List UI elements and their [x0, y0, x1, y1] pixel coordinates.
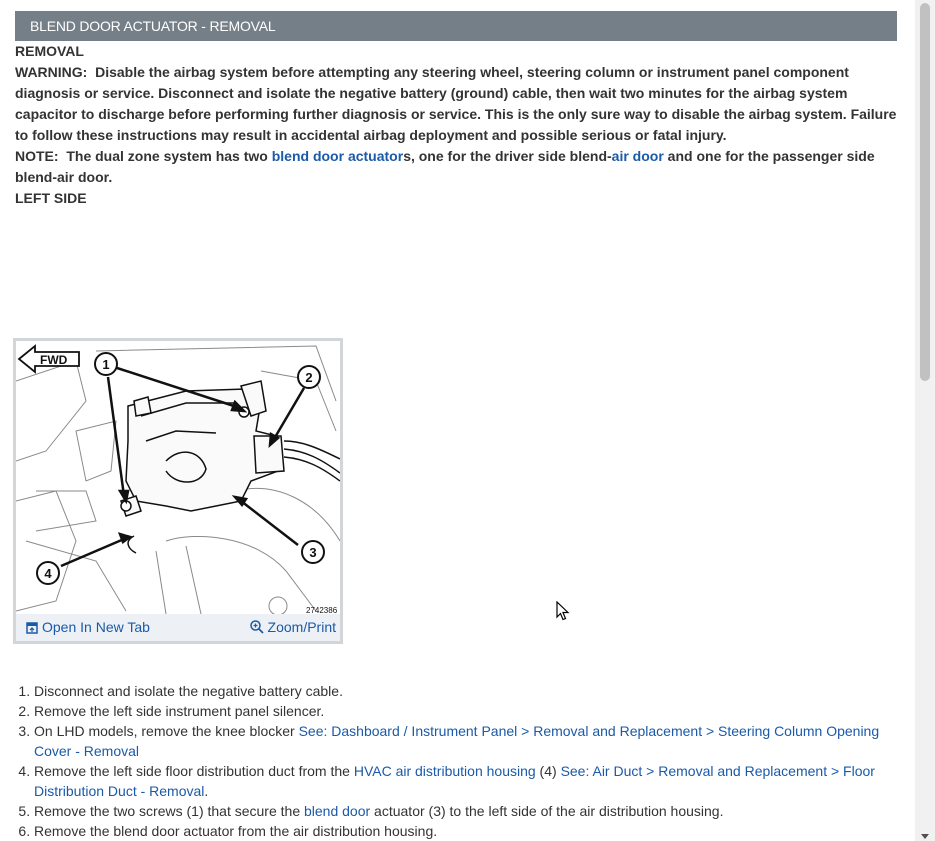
step-text: Remove the blend door actuator from the air distribution housing. [34, 823, 438, 839]
step-item [34, 681, 914, 701]
removal-heading: REMOVAL [15, 43, 84, 59]
zoom-print-button[interactable] [250, 619, 336, 635]
frame-line [156, 551, 166, 614]
frame-circle [269, 597, 287, 614]
step-text: Remove the left side instrument panel silencer. [34, 703, 325, 719]
step-item [34, 801, 914, 821]
frame-line [36, 491, 96, 531]
note-text-1: The dual zone system has two [66, 148, 272, 164]
step-text: (4) [535, 763, 561, 779]
step-text: . [204, 783, 209, 799]
frame-line [186, 546, 201, 614]
wire-harness [284, 457, 340, 481]
frame-line [16, 361, 86, 461]
document-content [15, 11, 897, 209]
vertical-scrollbar[interactable] [915, 0, 935, 841]
fwd-arrow [19, 346, 79, 372]
warning-label: WARNING: [15, 64, 88, 80]
left-side-heading: LEFT SIDE [15, 190, 87, 206]
fwd-label: FWD [40, 353, 68, 367]
mouse-cursor-icon [556, 601, 570, 621]
step-text: Remove the two screws (1) that secure the [34, 803, 304, 819]
new-tab-icon [26, 622, 38, 634]
actuator-illustration [16, 341, 340, 614]
step-item [34, 821, 914, 841]
callout-3-label: 3 [309, 545, 317, 560]
page-title-bar [15, 11, 897, 41]
zoom-print-label: Zoom/Print [267, 619, 336, 635]
step-text: Disconnect and isolate the negative battery cable. [34, 683, 343, 699]
mount-tab [134, 397, 151, 416]
step-text: actuator (3) to the left side of the air distribution housing. [370, 803, 724, 819]
note-label: NOTE: [15, 148, 59, 164]
connector [254, 436, 284, 473]
note-text-2: s, one for the driver side blend- [403, 148, 612, 164]
figure-id: 2742386 [306, 606, 338, 614]
step-text: Remove the left side floor distribution duct from the [34, 763, 354, 779]
scroll-down-arrow-icon[interactable] [921, 834, 929, 839]
steering-column-cover-link[interactable]: See: Dashboard / Instrument Panel > Removal and Replacement > Steering Column Opening Cover - Removal [34, 723, 880, 759]
hvac-housing-link[interactable]: HVAC air distribution housing [353, 763, 536, 779]
callout-2-leader [274, 388, 304, 439]
frame-line [16, 491, 76, 611]
air-door-link[interactable]: air door [611, 148, 664, 164]
callout-4-leader [61, 539, 124, 566]
warning-text: Disable the airbag system before attempting any steering wheel, steering column or instrument panel component diagnosis or service. Disconnect and isolate the negative battery (ground) cable, then wait two minutes for the airbag system capacitor to discharge before performing further diagnosis or service. This is the only sure way to disable the airbag system. Failure to follow these instructions may result in accidental airbag deployment and possible serious or fatal injury. [15, 64, 897, 143]
open-in-new-tab-button[interactable] [26, 619, 150, 635]
callout-4-label: 4 [44, 566, 52, 581]
page-title: BLEND DOOR ACTUATOR - REMOVAL [30, 18, 276, 34]
wire-harness [284, 449, 340, 473]
blend-door-actuator-link[interactable]: blend door actuator [271, 148, 404, 164]
note-text-3: and one for the passenger side blend-air door. [15, 148, 875, 185]
removal-steps [15, 681, 914, 841]
step-text: On LHD models, remove the knee blocker [34, 723, 299, 739]
callout-2-label: 2 [305, 370, 313, 385]
callout-3-leader [241, 501, 298, 545]
frame-line [166, 536, 316, 611]
step-item [34, 701, 914, 721]
step-item [34, 761, 914, 801]
warning-paragraph [15, 62, 897, 146]
actuator-figure [13, 338, 343, 644]
figure-footer [16, 614, 340, 641]
open-in-new-tab-label: Open In New Tab [42, 619, 150, 635]
callout-1-label: 1 [102, 357, 110, 372]
step-item [34, 721, 914, 761]
note-paragraph [15, 146, 897, 188]
zoom-icon [250, 620, 264, 634]
scrollbar-thumb[interactable] [920, 3, 930, 381]
frame-line [76, 421, 116, 481]
floor-duct-removal-link[interactable]: See: Air Duct > Removal and Replacement > Floor Distribution Duct - Removal [34, 763, 875, 799]
frame-line [236, 488, 340, 541]
blend-door-link[interactable]: blend door [304, 803, 371, 819]
callout-1-leader-b [108, 377, 124, 496]
callout-1-arrow-b [120, 491, 128, 501]
